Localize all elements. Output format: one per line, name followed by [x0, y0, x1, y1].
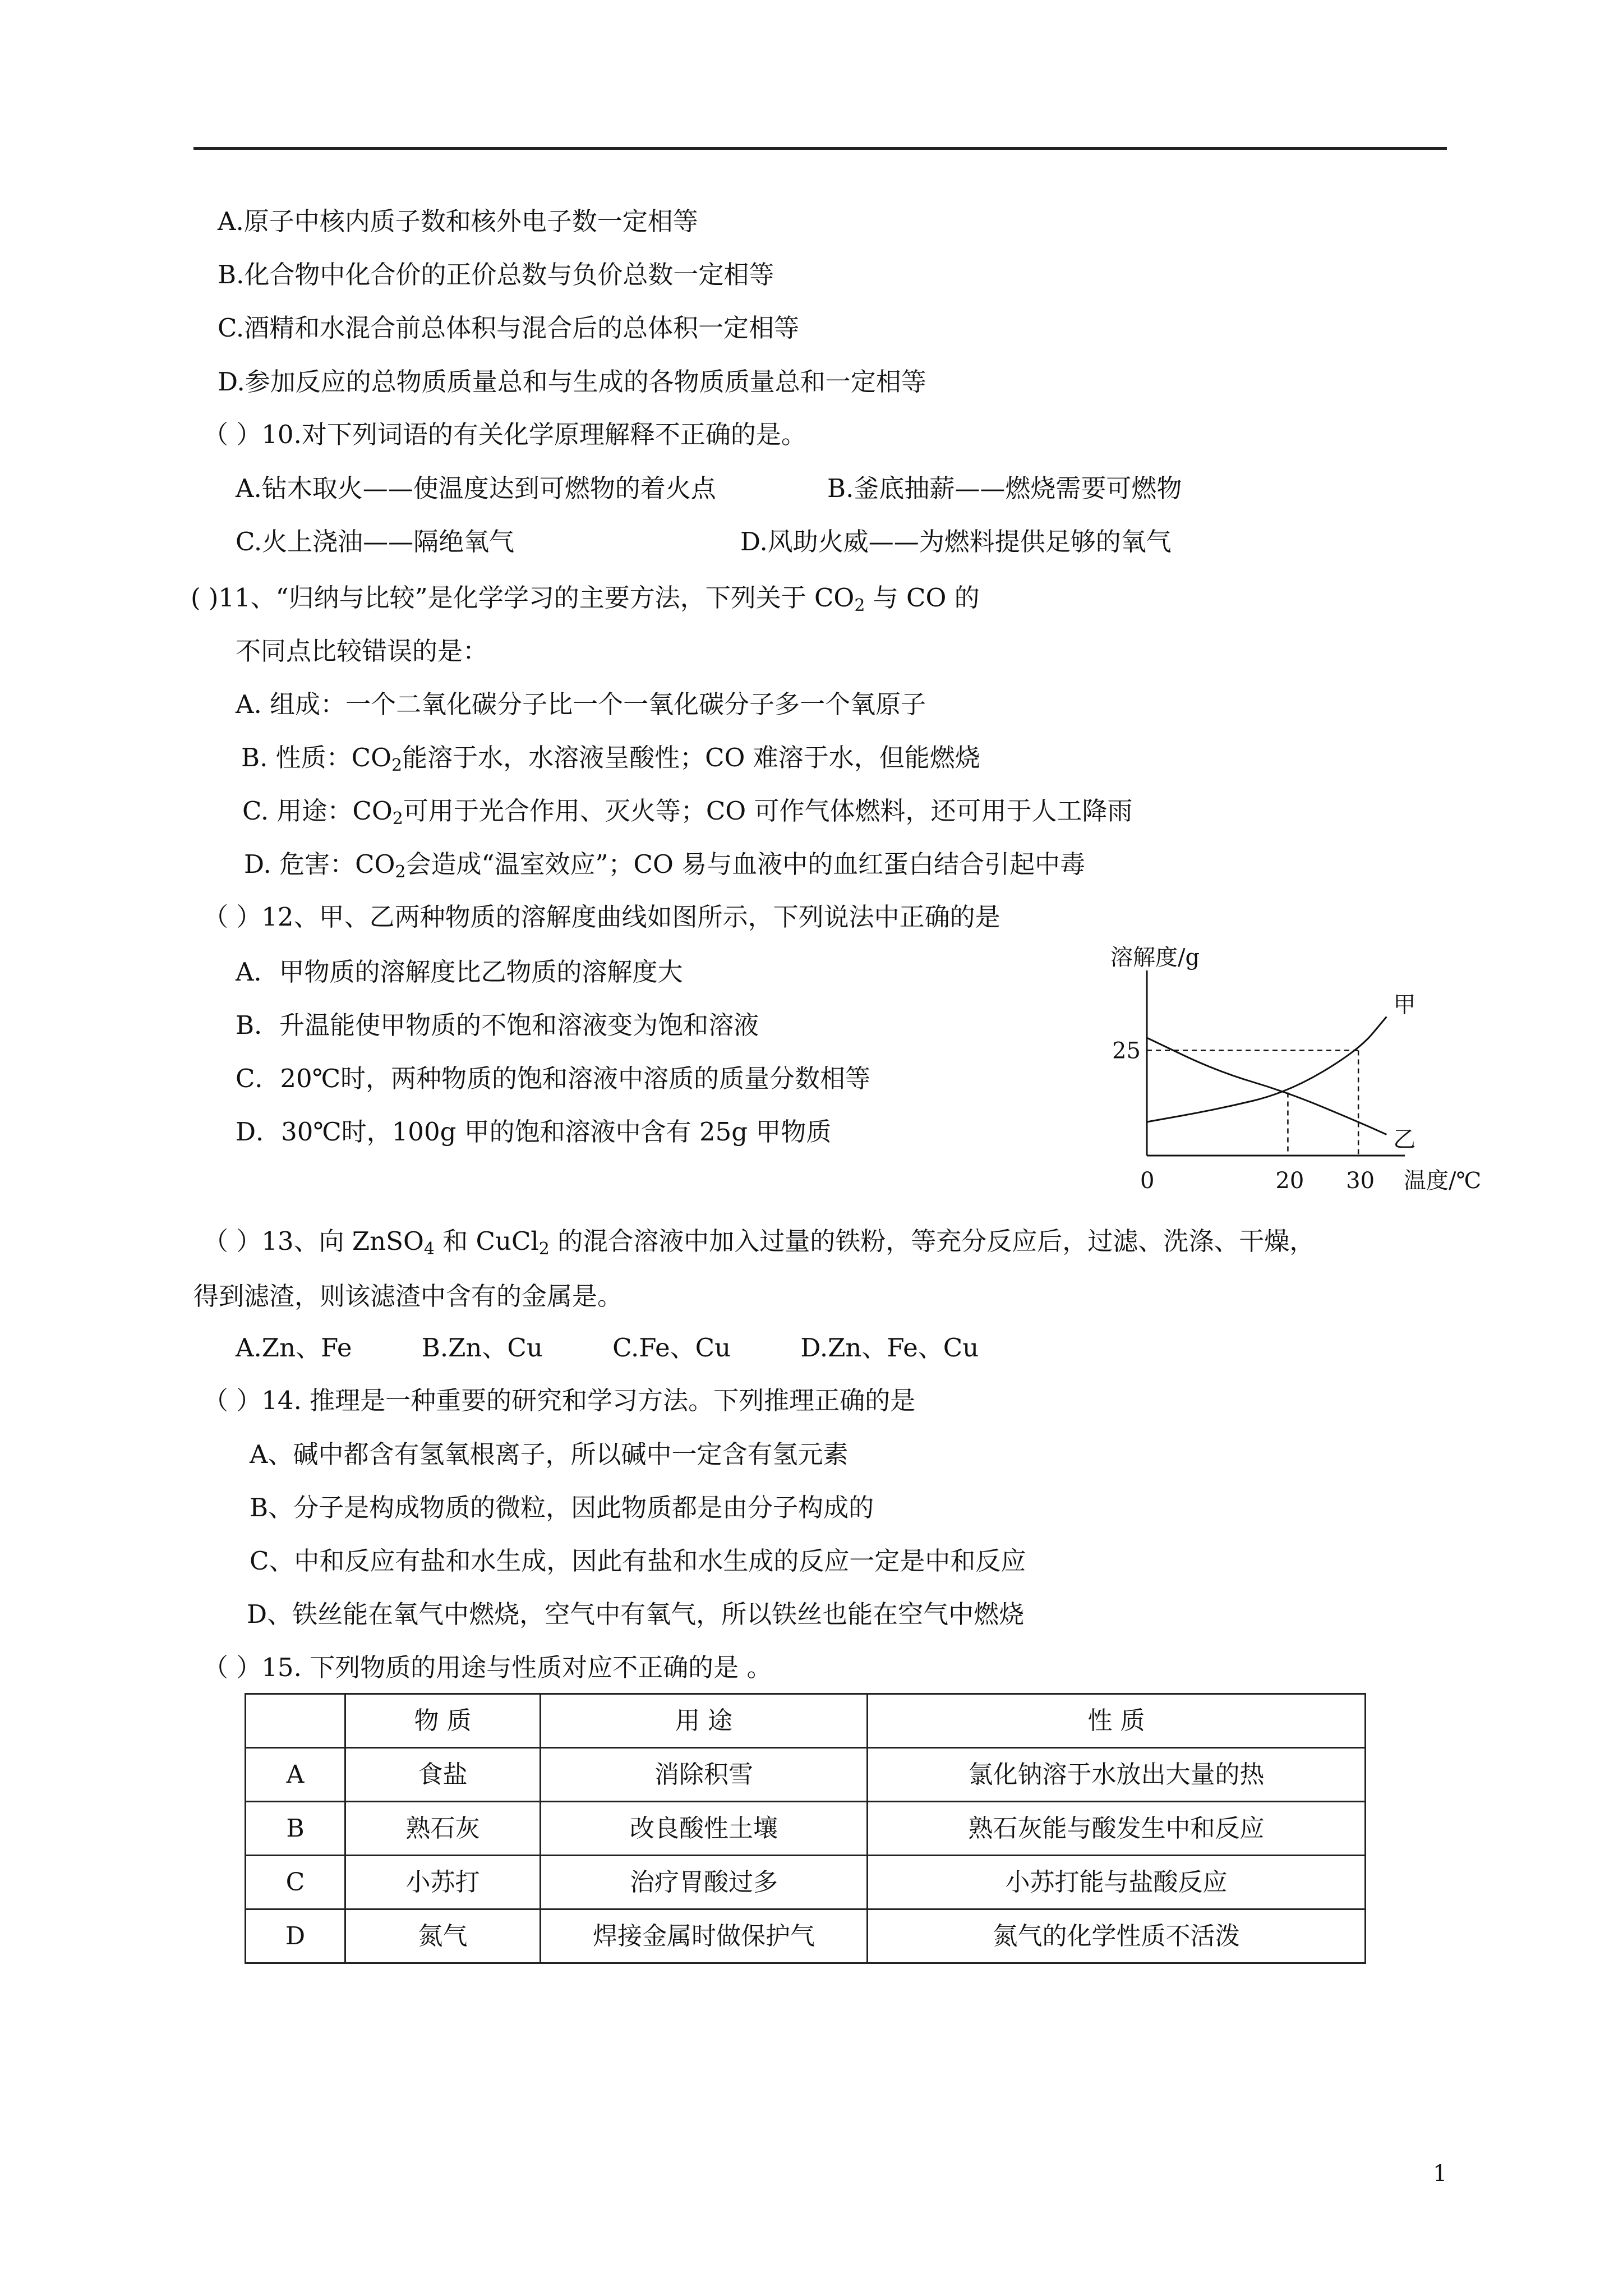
q13-option-b: B.Zn、Cu	[421, 1333, 543, 1363]
q13-stem-continued: 得到滤渣，则该滤渣中含有的金属是。	[193, 1281, 623, 1311]
q11-option-b: B. 性质：$CO_2$能溶于水，水溶液呈酸性；CO 难溶于水，但能燃烧	[241, 743, 980, 775]
q13-option-d: D.Zn、Fe、Cu	[800, 1333, 979, 1363]
q11-option-c: C. 用途：$CO_2$可用于光合作用、灭火等；CO 可作气体燃料，还可用于人工降雨	[242, 796, 1133, 829]
q12-option-c: C．20℃时，两种物质的饱和溶液中溶质的质量分数相等	[236, 1064, 871, 1093]
table-row	[246, 1802, 1366, 1856]
q10-option-b: B.釜底抽薪——燃烧需要可燃物	[827, 473, 1182, 503]
series-line-jia	[1147, 1017, 1386, 1122]
table-header-cell: 用 途	[541, 1694, 868, 1748]
q15-stem: （ ）15. 下列物质的用途与性质对应不正确的是 。	[203, 1653, 772, 1682]
solubility-chart	[1088, 945, 1482, 1200]
q13-options	[236, 1333, 979, 1363]
table-cell: 食盐	[345, 1748, 541, 1802]
origin-label: 0	[1140, 1168, 1155, 1194]
chart-guide-lines	[1147, 1051, 1358, 1156]
q11-stem: ( )11、“归纳与比较”是化学学习的主要方法，下列关于 $CO_2$ 与 CO 的	[191, 583, 980, 615]
table-cell: 小苏打能与盐酸反应	[868, 1856, 1366, 1910]
table-row	[246, 1856, 1366, 1910]
q14-stem: （ ）14. 推理是一种重要的研究和学习方法。下列推理正确的是	[203, 1386, 916, 1415]
q14-option-a: A、碱中都含有氢氧根离子，所以碱中一定含有氢元素	[250, 1439, 849, 1469]
q12-option-a: A．甲物质的溶解度比乙物质的溶解度大	[236, 957, 683, 987]
q14-option-b: B、分子是构成物质的微粒，因此物质都是由分子构成的	[250, 1493, 874, 1522]
x-axis-label: 温度/℃	[1404, 1168, 1482, 1194]
series-label: 乙	[1393, 1126, 1416, 1153]
x-tick-label: 20	[1275, 1168, 1304, 1194]
table-cell: 小苏打	[345, 1856, 541, 1910]
q10-option-d: D.风助火威——为燃料提供足够的氧气	[740, 527, 1172, 556]
q11-option-a: A. 组成：一个二氧化碳分子比一个一氧化碳分子多一个氧原子	[236, 689, 926, 719]
table-cell: C	[246, 1856, 345, 1910]
y-tick-label: 25	[1112, 1038, 1141, 1064]
q9-option-d: D.参加反应的总物质质量总和与生成的各物质质量总和一定相等	[218, 367, 926, 397]
table-cell: 焊接金属时做保护气	[541, 1910, 868, 1963]
q12-stem: （ ）12、甲、乙两种物质的溶解度曲线如图所示，下列说法中正确的是	[203, 902, 1000, 932]
table-cell: 熟石灰	[345, 1802, 541, 1856]
q9-option-c: C.酒精和水混合前总体积与混合后的总体积一定相等	[218, 313, 800, 343]
table-cell: 氯化钠溶于水放出大量的热	[868, 1748, 1366, 1802]
table-cell: D	[246, 1910, 345, 1963]
q9-option-b: B.化合物中化合价的正价总数与负价总数一定相等	[218, 260, 774, 289]
header-rule	[193, 147, 1447, 150]
chart-series	[1147, 1017, 1386, 1135]
q13-stem: （ ）13、向 ZnSO$_4$ 和 CuCl$_2$ 的混合溶液中加入过量的铁粉，等充分反应后，过滤、洗涤、干燥，	[203, 1226, 1315, 1259]
table-row	[246, 1910, 1366, 1963]
q10-option-a: A.钻木取火——使温度达到可燃物的着火点	[236, 473, 716, 503]
page-number: 1	[1433, 2161, 1447, 2187]
table-cell: 氮气的化学性质不活泼	[868, 1910, 1366, 1963]
series-label: 甲	[1393, 992, 1416, 1018]
q12-option-d: D．30℃时，100g 甲的饱和溶液中含有 25g 甲物质	[236, 1117, 832, 1147]
table-cell: 消除积雪	[541, 1748, 868, 1802]
q14-option-d: D、铁丝能在氧气中燃烧，空气中有氧气，所以铁丝也能在空气中燃烧	[247, 1599, 1025, 1629]
table-cell: 熟石灰能与酸发生中和反应	[868, 1802, 1366, 1856]
q13-option-c: C.Fe、Cu	[612, 1333, 731, 1363]
q11-option-d: D. 危害：$CO_2$会造成“温室效应”；CO 易与血液中的血红蛋白结合引起中毒	[244, 849, 1086, 882]
table-cell: 改良酸性土壤	[541, 1802, 868, 1856]
x-tick-label: 30	[1346, 1168, 1375, 1194]
table-header-cell	[246, 1694, 345, 1748]
chart-axes	[1147, 970, 1405, 1156]
table-cell: A	[246, 1748, 345, 1802]
table-cell: 氮气	[345, 1910, 541, 1963]
q15-table	[245, 1693, 1366, 1964]
table-header-cell: 性 质	[868, 1694, 1366, 1748]
table-cell: 治疗胃酸过多	[541, 1856, 868, 1910]
q13-option-a: A.Zn、Fe	[236, 1333, 352, 1363]
q10-stem: （ ）10.对下列词语的有关化学原理解释不正确的是。	[203, 420, 806, 449]
table-header-cell: 物 质	[345, 1694, 541, 1748]
table-header-row	[246, 1694, 1366, 1748]
q14-option-c: C、中和反应有盐和水生成，因此有盐和水生成的反应一定是中和反应	[250, 1546, 1026, 1576]
table-row	[246, 1748, 1366, 1802]
q10-option-c: C.火上浇油——隔绝氧气	[236, 527, 515, 556]
table-cell: B	[246, 1802, 345, 1856]
q9-option-a: A.原子中核内质子数和核外电子数一定相等	[218, 206, 698, 236]
y-axis-label: 溶解度/g	[1110, 945, 1200, 970]
q12-option-b: B．升温能使甲物质的不饱和溶液变为饱和溶液	[236, 1010, 759, 1040]
q11-stem-continued: 不同点比较错误的是：	[236, 636, 488, 666]
